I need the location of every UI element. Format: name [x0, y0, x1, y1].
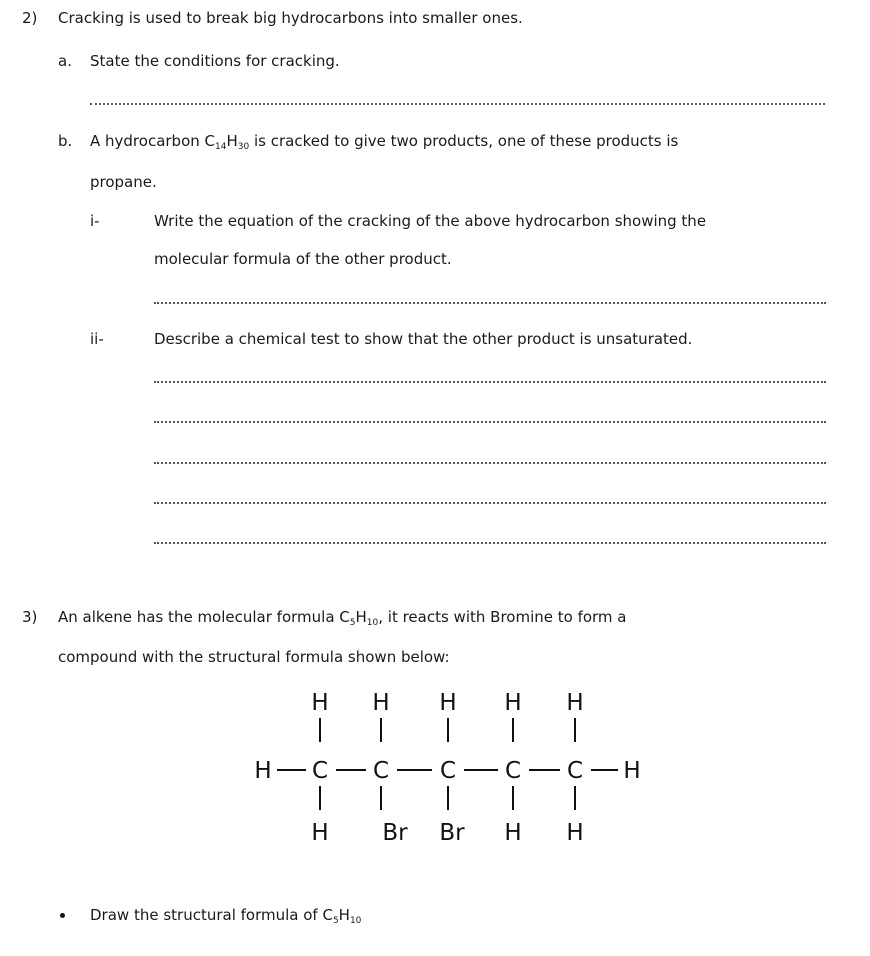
atom-right-h: H [623, 758, 641, 784]
q2bi-label: i- [90, 212, 100, 230]
q2b-text: A hydrocarbon $C_{14}H_{30}$ is cracked to give two products, one of these products is [90, 132, 679, 152]
atom-carbon-4: C [504, 758, 522, 784]
bullet-icon [60, 913, 65, 918]
atom-bottom-h-1: H [311, 820, 329, 846]
atom-bottom-h-5: H [566, 820, 584, 846]
question-3-number: 3) [22, 608, 38, 626]
structural-formula [0, 680, 870, 850]
q2bii-label: ii- [90, 330, 104, 348]
atom-carbon-3: C [439, 758, 457, 784]
atom-top-h-5: H [566, 690, 584, 716]
question-3-text-line2: compound with the structural formula shown below: [58, 648, 450, 666]
answer-line-q2a[interactable] [90, 103, 825, 105]
atom-carbon-1: C [311, 758, 329, 784]
question-3-text: An alkene has the molecular formula $C_5H_{10}$, it reacts with Bromine to form a [58, 608, 627, 628]
atom-left-h: H [254, 758, 272, 784]
atom-bottom-br-1: Br [382, 820, 408, 846]
atom-bottom-br-2: Br [439, 820, 465, 846]
answer-line-q2bii-5[interactable] [154, 542, 826, 544]
answer-line-q2bii-2[interactable] [154, 421, 826, 423]
q2a-label: a. [58, 52, 72, 70]
q2b-text-line2: propane. [90, 173, 157, 191]
answer-line-q2bii-4[interactable] [154, 502, 826, 504]
atom-top-h-4: H [504, 690, 522, 716]
q2a-text: State the conditions for cracking. [90, 52, 340, 70]
atom-top-h-1: H [311, 690, 329, 716]
atom-top-h-2: H [372, 690, 390, 716]
atom-top-h-3: H [439, 690, 457, 716]
q2bi-text-line1: Write the equation of the cracking of the above hydrocarbon showing the [154, 212, 707, 230]
question-2-text: Cracking is used to break big hydrocarbons into smaller ones. [58, 9, 523, 27]
atom-carbon-5: C [566, 758, 584, 784]
question-2-number: 2) [22, 9, 38, 27]
answer-line-q2bii-3[interactable] [154, 462, 826, 464]
q2bi-text-line2: molecular formula of the other product. [154, 250, 452, 268]
answer-line-q2bi[interactable] [154, 302, 826, 304]
answer-line-q2bii-1[interactable] [154, 381, 826, 383]
atom-bottom-h-4: H [504, 820, 522, 846]
q3-bullet-text: Draw the structural formula of $C_5H_{10}$ [90, 906, 362, 926]
q2b-label: b. [58, 132, 73, 150]
q2bii-text: Describe a chemical test to show that the other product is unsaturated. [154, 330, 693, 348]
atom-carbon-2: C [372, 758, 390, 784]
